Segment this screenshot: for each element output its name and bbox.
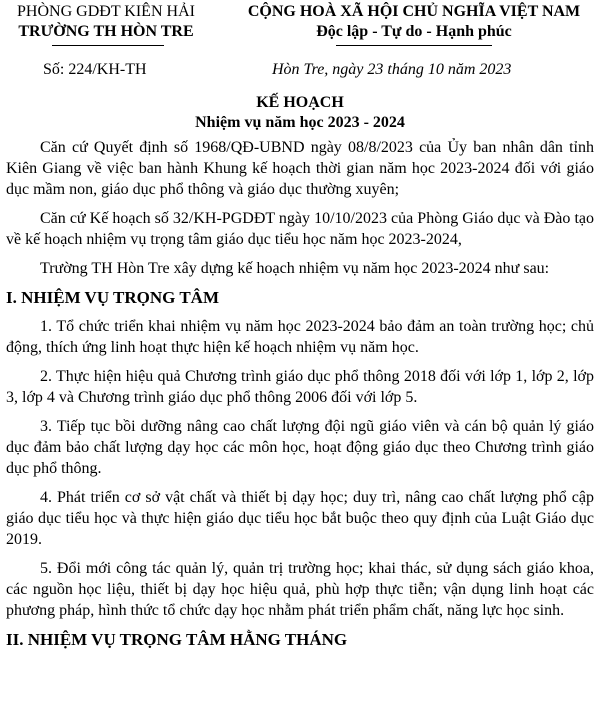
task-item: 2. Thực hiện hiệu quả Chương trình giáo dục phổ thông 2018 đối với lớp 1, lớp 2, lớp 3, lớp 4 và Chương trình giáo dục phổ thông 2006 đối với lớp 5. xyxy=(6,368,594,406)
document-header xyxy=(0,0,600,62)
basis-paragraph: Căn cứ Quyết định số 1968/QĐ-UBND ngày 08/8/2023 của Ủy ban nhân dân tỉnh Kiên Giang về việc ban hành Khung kế hoạch thời gian năm học 2023-2024 đối với giáo dục mầm non, giáo dục phổ thông và giáo dục thường xuyên; xyxy=(6,139,594,198)
task-item: 3. Tiếp tục bồi dưỡng nâng cao chất lượng đội ngũ giáo viên và cán bộ quản lý giáo dục đảm bảo chất lượng dạy học các môn học, hoạt động giáo dục theo Chương trình giáo dục phổ thông. xyxy=(6,418,594,477)
national-motto xyxy=(232,2,596,42)
task-item: 5. Đổi mới công tác quản lý, quản trị trường học; khai thác, sử dụng sách giáo khoa, các nguồn học liệu, thiết bị dạy học hiệu quả, phù hợp thực tiễn; vận dụng linh hoạt các phương pháp, hình thức tổ chức dạy học nhằm phát triển phẩm chất, năng lực học sinh. xyxy=(6,560,594,619)
task-item: 4. Phát triển cơ sở vật chất và thiết bị dạy học; duy trì, nâng cao chất lượng phổ cập giáo dục tiểu học và thực hiện giáo dục tiểu học bắt buộc theo quy định của Luật Giáo dục 2019. xyxy=(6,489,594,548)
motto-underline xyxy=(336,45,492,46)
section-heading-2: II. NHIỆM VỤ TRỌNG TÂM HẰNG THÁNG xyxy=(6,630,348,649)
agency-line-school: TRƯỜNG TH HÒN TRE xyxy=(18,23,194,40)
intro-paragraph: Trường TH Hòn Tre xây dựng kế hoạch nhiệm vụ năm học 2023-2024 như sau: xyxy=(40,260,550,277)
document-title: KẾ HOẠCH xyxy=(256,94,344,111)
document-subtitle: Nhiệm vụ năm học 2023 - 2024 xyxy=(195,114,405,131)
national-title: CỘNG HOÀ XÃ HỘI CHỦ NGHĨA VIỆT NAM xyxy=(247,3,581,20)
agency-underline xyxy=(52,45,164,46)
basis-paragraph: Căn cứ Kế hoạch số 32/KH-PGDĐT ngày 10/10/2023 của Phòng Giáo dục và Đào tạo về kế hoạch nhiệm vụ trọng tâm giáo dục tiểu học năm học 2023-2024, xyxy=(6,210,594,248)
task-item: 1. Tổ chức triển khai nhiệm vụ năm học 2023-2024 bảo đảm an toàn trường học; chủ động, thích ứng linh hoạt thực hiện kế hoạch nhiệm vụ năm học. xyxy=(6,318,594,356)
document-body xyxy=(6,137,594,658)
national-motto-line: Độc lập - Tự do - Hạnh phúc xyxy=(316,23,512,40)
section-heading-1: I. NHIỆM VỤ TRỌNG TÂM xyxy=(6,288,219,307)
issuing-agency xyxy=(6,2,206,42)
agency-line-department: PHÒNG GDĐT KIÊN HẢI xyxy=(17,3,195,20)
document-date: Hòn Tre, ngày 23 tháng 10 năm 2023 xyxy=(272,61,512,78)
document-number: Số: 224/KH-TH xyxy=(43,61,147,78)
